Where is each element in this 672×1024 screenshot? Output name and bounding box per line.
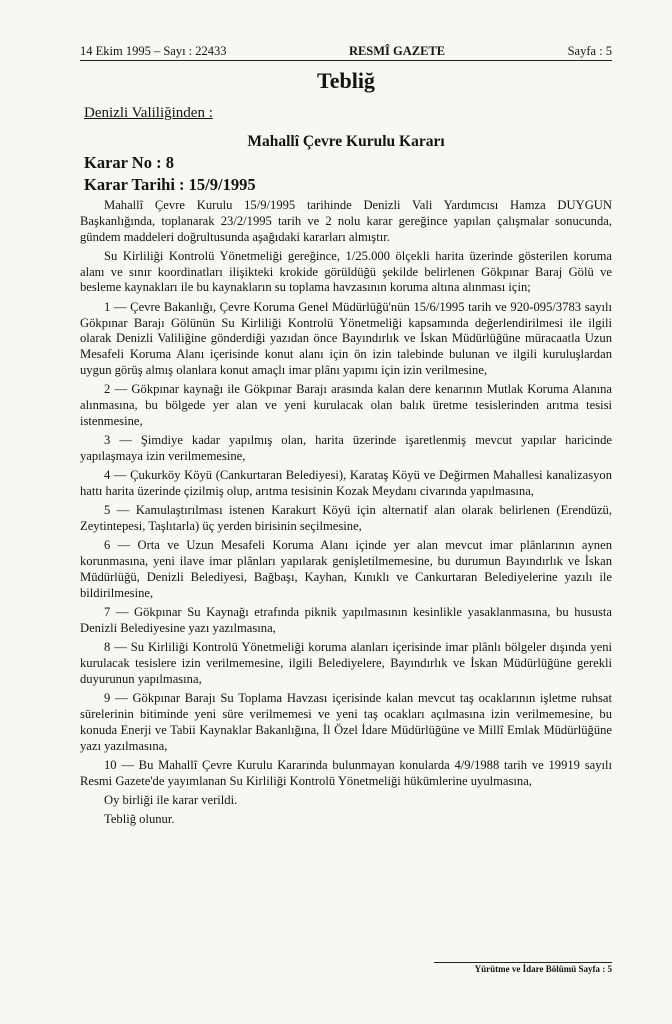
article-1: 1 — Çevre Bakanlığı, Çevre Koruma Genel Müdürlüğü'nün 15/6/1995 tarih ve 920-095/3783 sayılı Gökpınar Barajı Gölünün Su Kirliliği Kontrolü Yönetmeliği kapsamında değerlendirilmesi ile ilgili olarak Denizli Valiliğine gönderdiği yazıdan önce Bayındırlık ve İskan Müdürlüğüne müracaatla Uzun Mesafeli Koruma Alanı içerisinde konut alanı için ön izin talebinde bulunan ve ilgili kuruluşlardan uygun görüş almış olanlara konut amaçlı imar plânı yapımı için izin verilmesine, — [80, 299, 612, 377]
closing-statement: Tebliğ olunur. — [104, 812, 175, 827]
article-8: 8 — Su Kirliliği Kontrolü Yönetmeliği koruma alanları içerisinde imar plânlı bölgeler dışında yeni kurulacak tesislere izin verilmemesine, ilgili Belediyelere, Bayındırlık ve İskan Müdürlüğüne gerekli duyurunun yapılmasına, — [80, 640, 612, 686]
page-footer: Yürütme ve İdare Bölümü Sayfa : 5 — [434, 962, 612, 974]
header-date-issue: 14 Ekim 1995 – Sayı : 22433 — [80, 44, 227, 58]
document-title: Tebliğ — [317, 68, 375, 93]
decision-title: Mahallî Çevre Kurulu Kararı — [247, 133, 445, 150]
article-10: 10 — Bu Mahallî Çevre Kurulu Kararında bulunmayan konularda 4/9/1988 tarih ve 19919 sayılı Resmi Gazete'de yayımlanan Su Kirliliği Kontrolü Yönetmeliği hükümlerine uyulmasına, — [80, 757, 612, 788]
article-5: 5 — Kamulaştırılması istenen Karakurt Köyü için alternatif alan olarak belirlenen (Erendüzü, Zeytintepesi, Taşlıtarla) üç yerden birisinin seçilmesine, — [80, 503, 612, 534]
issuing-authority: Denizli Valiliğinden : — [84, 105, 213, 121]
article-7: 7 — Gökpınar Su Kaynağı etrafında piknik yapılmasının kesinlikle yasaklanmasına, bu hususta Denizli Belediyesine yazı yazılmasına, — [80, 605, 612, 635]
decision-body — [80, 198, 612, 828]
intro-paragraph: Mahallî Çevre Kurulu 15/9/1995 tarihinde Denizli Vali Yardımcısı Hamza DUYGUN Başkanlığında, toplanarak 23/2/1995 tarih ve 2 nolu karar gereğince yapılan çalışmalar sonucunda, gündem maddeleri doğrultusunda aşağıdaki kararları almıştır. — [80, 198, 612, 244]
article-9: 9 — Gökpınar Barajı Su Toplama Havzası içerisinde kalan mevcut taş ocaklarının işletme ruhsat sürelerinin bitiminde yeni süre verilmemesi ve yeni taş ocakları açılmasına izin verilmemesine, bu konuda Enerji ve Tabii Kaynaklar Bakanlığına, İl Özel İdare Müdürlüğüne ve Millî Emlak Müdürlüğüne yazı yazılmasına, — [80, 691, 612, 753]
basis-paragraph: Su Kirliliği Kontrolü Yönetmeliği gereğince, 1/25.000 ölçekli harita üzerinde gösterilen koruma alanı ve sınır koordinatları ilişikteki krokide görüldüğü şekilde belirlenen Gökpınar Baraj Gölü ve besleme kaynakları ile bu kaynakların su toplama havzasının koruma altına alınması için; — [80, 248, 612, 295]
decision-number: Karar No : 8 — [84, 153, 174, 172]
header-page-number: Sayfa : 5 — [567, 44, 612, 58]
article-6: 6 — Orta ve Uzun Mesafeli Koruma Alanı içinde yer alan mevcut imar plânlarının aynen korunmasına, yeni ilave imar plânları yapılarak genişletilmemesine, bu durumun Bayındırlık ve İskan Müdürlüğü, Denizli Belediyesi, Bağbaşı, Kayhan, Kınıklı ve Cankurtaran Belediyelerine yazılı ile bildirilmesine, — [80, 538, 612, 600]
decision-date: Karar Tarihi : 15/9/1995 — [84, 175, 256, 194]
unanimity-statement: Oy birliği ile karar verildi. — [104, 792, 238, 807]
article-2: 2 — Gökpınar kaynağı ile Gökpınar Barajı arasında kalan dere kenarının Mutlak Koruma Alanına alınmasına, bu bölgede yer alan ve yeni kurulacak olan balık üretme tesislerinden arıtma tesisi istenmesine, — [80, 382, 612, 428]
header-publication-name: RESMÎ GAZETE — [348, 44, 446, 58]
article-3: 3 — Şimdiye kadar yapılmış olan, harita üzerinde işaretlenmiş mevcut yapılar haricinde yapılaşmaya izin verilmemesine, — [80, 433, 612, 463]
page-header — [80, 44, 612, 61]
article-4: 4 — Çukurköy Köyü (Cankurtaran Belediyesi), Karataş Köyü ve Değirmen Mahallesi kanalizasyon hattı harita üzerinde çizilmiş olup, arıtma tesisinin Kozak Meydanı civarında yapılmasına, — [80, 468, 612, 499]
